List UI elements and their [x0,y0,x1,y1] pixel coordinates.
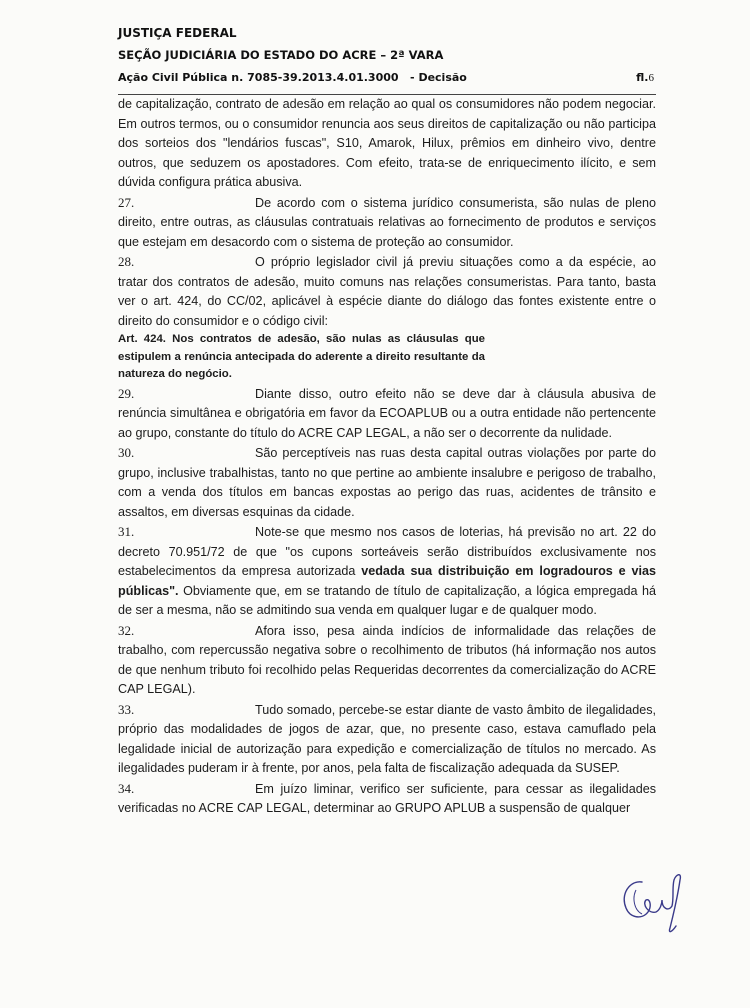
paragraph-number: 29. [118,385,135,401]
block-quote-art-424: Art. 424. Nos contratos de adesão, são nulas as cláusulas que estipulem a renúncia antecipada do aderente a direito resultante da natureza do negócio. [118,333,485,380]
paragraph-31 [118,522,656,621]
case-number: Ação Civil Pública n. 7085-39.2013.4.01.3000 [118,71,399,84]
court-section: SEÇÃO JUDICIÁRIA DO ESTADO DO ACRE – 2ª VARA [118,48,444,62]
page-number: 6 [648,72,654,84]
document-body [118,95,656,819]
paragraph-number: 28. [118,254,135,269]
document-type: - Decisão [410,71,467,84]
paragraph-33 [118,700,656,779]
paragraph-30 [118,443,656,522]
paragraph-27 [118,193,656,253]
paragraph-text: De acordo com o sistema jurídico consumerista, são nulas de pleno direito, entre outras, as cláusulas contratuais relativas ao fornecimento de produtos e serviços que estejam em desacordo com o sistema de proteção ao consumidor. [118,195,656,249]
paragraph-number: 32. [118,622,135,638]
court-name: JUSTIÇA FEDERAL [118,26,237,40]
paragraph-29 [118,384,656,444]
paragraph-number: 31. [118,524,135,539]
paragraph-text: O próprio legislador civil já previu situações como a da espécie, ao tratar dos contratos de adesão, muito comuns nas relações consumeristas. Para tanto, basta ver o art. 424, do CC/02, aplicável à espécie diante do diálogo das fontes existente entre o direito do consumidor e o código civil: [118,255,656,328]
case-line [118,71,654,84]
paragraph-continuation [118,95,656,193]
paragraph-28 [118,252,656,331]
paragraph-32 [118,621,656,700]
page-indicator [636,71,654,84]
paragraph-number: 30. [118,445,135,460]
paragraph-text: Tudo somado, percebe-se estar diante de vasto âmbito de ilegalidades, próprio das modalidades de jogos de azar, que, no presente caso, estava camuflado pela legalidade inicial de autorização para expedição e comercialização de títulos no mercado. As ilegalidades puderam ir à frente, por anos, pela falta de fiscalização adequada da SUSEP. [118,702,656,775]
case-reference [118,71,636,84]
paragraph-text: Em juízo liminar, verifico ser suficiente, para cessar as ilegalidades verificadas no ACRE CAP LEGAL, determinar ao GRUPO APLUB a suspensão de qualquer [118,781,656,815]
paragraph-text: de capitalização, contrato de adesão em relação ao qual os consumidores não podem negociar. Em outros termos, ou o consumidor renuncia aos seus direitos de capitalização ou não participa dos sorteios dos "lendários fuscas", S10, Amarok, Hilux, prêmios em dinheiro vivo, dentre outros, que seduzem os apostadores. Com efeito, trata-se de enriquecimento ilícito, e sem dúvida configura prática abusiva. [118,97,656,189]
paragraph-text-continued: Obviamente que, em se tratando de título de capitalização, a lógica empregada há de ser a mesma, não se admitindo sua venda em qualquer lugar e de qualquer modo. [118,583,656,617]
paragraph-number: 27. [118,194,135,210]
handwritten-signature [612,868,702,940]
document-header [118,26,654,84]
page-label: fl. [636,71,649,84]
paragraph-text: Note-se que mesmo nos casos de loterias, há previsão no art. 22 do decreto 70.951/72 de que "os cupons sorteáveis serão distribuídos exclusivamente nos estabelecimentos da empresa autorizada [118,525,656,578]
paragraph-number: 33. [118,701,135,717]
paragraph-34 [118,779,656,819]
paragraph-emphasis: vedada sua distribuição em logradouros e vias públicas". [118,564,656,598]
paragraph-number: 34. [118,780,135,796]
paragraph-text: Afora isso, pesa ainda indícios de informalidade das relações de trabalho, com repercussão negativa sobre o recolhimento de tributos (há informação nos autos de que nenhum tributo foi recolhido pelas Requeridas decorrentes da comercialização do ACRE CAP LEGAL). [118,623,656,696]
paragraph-text: São perceptíveis nas ruas desta capital outras violações por parte do grupo, inclusive trabalhistas, tanto no que pertine ao ambiente insalubre e perigoso de trabalho, com a venda dos títulos em bancas expostas ao perigo das ruas, acidentes de trânsito e assaltos, em diversas esquinas da cidade. [118,446,656,519]
paragraph-text: Diante disso, outro efeito não se deve dar à cláusula abusiva de renúncia simultânea e obrigatória em favor da ECOAPLUB ou a outra entidade não pertencente ao grupo, constante do título do ACRE CAP LEGAL, a não ser o decorrente da nulidade. [118,386,656,440]
